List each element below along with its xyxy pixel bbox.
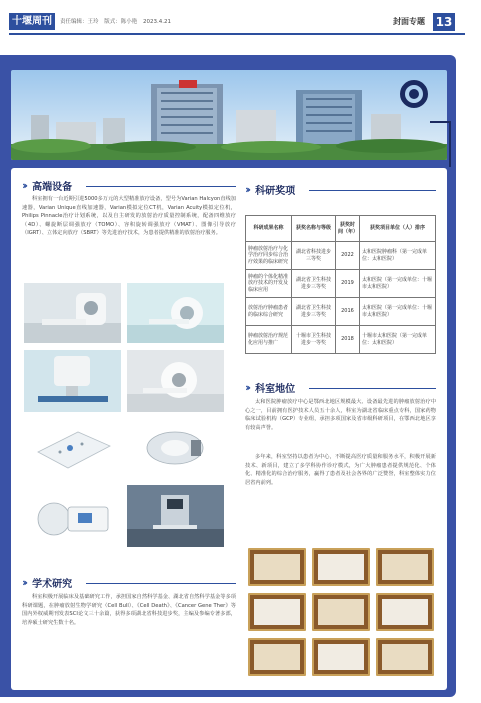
status-title: 科室地位: [255, 384, 296, 395]
table-cell: 太和医院肿瘤科（第一完成单位：太和医院）: [360, 242, 436, 270]
table-cell: 2022: [336, 242, 360, 270]
honor-plaque: [376, 548, 434, 586]
chevron-double-icon: ››: [245, 381, 249, 394]
table-cell: 2019: [336, 270, 360, 298]
issue-date: 2023.4.21: [143, 19, 172, 25]
table-cell: 湖北省卫生科技进步三等奖: [292, 270, 336, 298]
equipment-body: 科室拥有一台近期引进5000多万元的大型精准放疗设备，型号为Varian Halcyon直线加速器，Varian Unique直线加速器，Varian模拟定位CT机，Varian Acuity模拟定位机，Philips Pinnacle治疗计划系统，以及自主研发的放射治疗质量控制系统，配备四维放疗（4D）、螺旋断层调强放疗（TOMO）、容积旋转调强放疗（VMAT）、图像引导放疗（IGRT）、立体定向放疗（SBRT）等先进治疗技术，为患者提供精准的放射治疗服务。: [22, 196, 236, 237]
status-paragraph-1: 太和医院肿瘤放疗中心是鄂西北地区规模最大、设备最先进的肿瘤放射治疗中心之一，目前拥有医护技术人员五十余人，科室为湖北省临床重点专科，国家药物临床试验机构（GCP）专业组，承担多项国家及省市级科研项目，在鄂西北地区享有较高声誉。: [245, 399, 436, 431]
awards-rule: [309, 190, 436, 191]
table-cell: 肿瘤的个体化精准放疗技术的开发及临床应用: [246, 270, 292, 298]
page-number: 13: [433, 13, 455, 31]
equipment-photo-gantry: [127, 350, 224, 412]
status-rule: [309, 388, 436, 389]
academic-body: 科室积极开展临床及基础研究工作，承担国家自然科学基金、湖北省自然科学基金等多项科研课题，在肿瘤放射生物学研究（Cell Bull）、《Cell Death》、《Cancer Gene Ther》等国内外权威期刊发表SCI论文三十余篇，获得多项湖北省科技进步奖，主编及参编专著多部，培养硕士研究生数十名。: [22, 594, 236, 626]
table-row: [246, 298, 436, 326]
hospital-photo: [11, 70, 447, 160]
academic-rule: [86, 583, 236, 584]
chevron-double-icon: ››: [22, 179, 26, 192]
pin-ornament-dot: [409, 89, 419, 99]
honor-plaque: [312, 593, 370, 631]
equipment-photo-ct-room: [127, 283, 224, 343]
honor-plaque: [312, 548, 370, 586]
honor-plaque: [248, 593, 306, 631]
academic-heading: [22, 575, 72, 590]
pin-ornament-stem: [449, 121, 451, 167]
equipment-photo-linac-room: [24, 283, 121, 343]
table-row: [246, 270, 436, 298]
chevron-double-icon: ››: [245, 183, 249, 196]
academic-title: 学术研究: [32, 579, 73, 590]
table-cell: 肿瘤放射治疗规范化应用与推广: [246, 326, 292, 354]
equipment-photo-treatment-room: [127, 485, 224, 547]
table-cell: 十堰市卫生科技进步一等奖: [292, 326, 336, 354]
awards-title: 科研奖项: [255, 186, 296, 197]
table-header-row: [246, 216, 436, 242]
table-cell: 2016: [336, 298, 360, 326]
chevron-double-icon: ››: [22, 576, 26, 589]
honor-plaque: [312, 638, 370, 676]
equipment-rule: [86, 186, 236, 187]
pin-ornament-line: [430, 121, 450, 123]
equipment-photo-detector: [24, 485, 121, 547]
publication-logo: 十堰周刊: [9, 13, 55, 30]
awards-heading: [245, 182, 295, 197]
header-rule: [9, 33, 465, 35]
designer-credit: 版式：陈小艳: [104, 19, 138, 25]
table-cell: 湖北省科技进步三等奖: [292, 242, 336, 270]
table-cell: 太和医院（第一完成单位：十堰市太和医院）: [360, 270, 436, 298]
equipment-photo-qa-device: [24, 418, 121, 478]
table-header-cell: 获奖项目单位（人）排序: [360, 216, 436, 242]
status-paragraph-2: 多年来，科室坚持以患者为中心，不断提高医疗质量和服务水平，积极开展新技术、新项目，建立了多学科协作诊疗模式，为广大肿瘤患者提供规范化、个体化、精准化的综合治疗服务，赢得了患者及社会各界的广泛赞誉，科室整体实力位居省内前列。: [245, 454, 436, 486]
editor-credit: 责任编辑：王玲: [60, 19, 99, 25]
honor-plaque: [248, 548, 306, 586]
table-header-cell: 科研成果名称: [246, 216, 292, 242]
awards-table: [245, 215, 436, 354]
header-meta: [60, 17, 175, 25]
equipment-heading: [22, 178, 72, 193]
table-row: [246, 326, 436, 354]
honor-plaque: [248, 638, 306, 676]
honor-plaque: [376, 593, 434, 631]
table-header-cell: 获奖时间（年）: [336, 216, 360, 242]
table-cell: 2018: [336, 326, 360, 354]
honor-plaque: [376, 638, 434, 676]
section-label: 封面专题: [393, 17, 425, 26]
table-header-cell: 获奖名称与等级: [292, 216, 336, 242]
table-row: [246, 242, 436, 270]
equipment-photo-simulator: [24, 350, 121, 412]
table-cell: 湖北省卫生科技进步三等奖: [292, 298, 336, 326]
table-cell: 放射治疗肿瘤患者的临床综合研究: [246, 298, 292, 326]
equipment-photo-phantom: [127, 418, 224, 478]
equipment-title: 高端设备: [32, 182, 73, 193]
table-cell: 十堰市太和医院（第一完成单位：太和医院）: [360, 326, 436, 354]
status-heading: [245, 380, 295, 395]
page-header: [0, 0, 481, 38]
table-cell: 太和医院（第一完成单位：十堰市太和医院）: [360, 298, 436, 326]
table-cell: 肿瘤放射治疗与化学治疗同步综合治疗效果的临床研究: [246, 242, 292, 270]
